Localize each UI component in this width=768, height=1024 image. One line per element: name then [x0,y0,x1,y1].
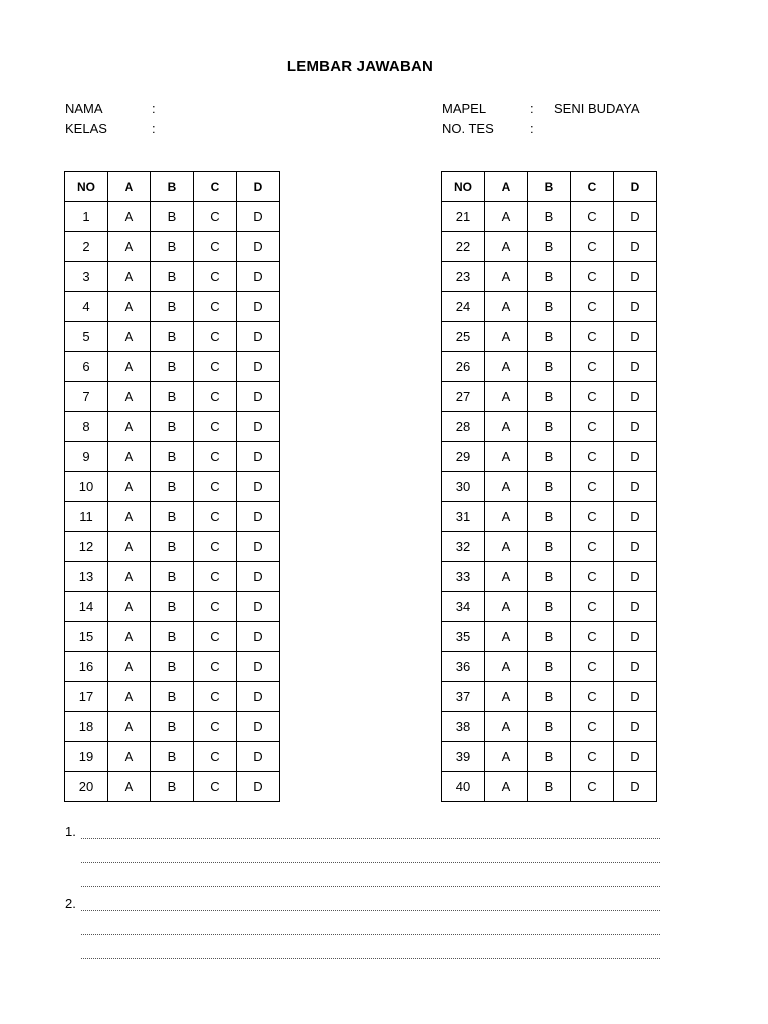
option-a-cell[interactable]: A [485,562,528,592]
answer-row [442,442,657,472]
option-c-cell[interactable]: C [571,442,614,472]
answer-row [442,562,657,592]
answer-row [65,712,280,742]
dotted-answer-line [81,934,660,935]
option-b-cell[interactable]: B [528,772,571,802]
option-d-cell[interactable]: D [614,322,657,352]
question-number: 5 [65,322,108,352]
option-d-cell[interactable]: D [614,202,657,232]
option-a-cell[interactable]: A [485,412,528,442]
essay-number: 2. [65,896,76,911]
option-d-cell[interactable]: D [614,412,657,442]
question-number: 25 [442,322,485,352]
option-b-cell[interactable]: B [151,652,194,682]
option-d-cell[interactable]: D [237,502,280,532]
answer-row [442,202,657,232]
essay-number: 1. [65,824,76,839]
option-b-cell[interactable]: B [528,382,571,412]
answer-row [442,712,657,742]
option-b-cell[interactable]: B [151,442,194,472]
answer-row [65,412,280,442]
option-c-cell[interactable]: C [194,592,237,622]
essay-section [65,824,660,968]
option-a-cell[interactable]: A [485,442,528,472]
option-d-cell[interactable]: D [237,742,280,772]
option-b-cell[interactable]: B [528,712,571,742]
answer-row [442,742,657,772]
option-c-cell[interactable]: C [571,322,614,352]
option-d-cell[interactable]: D [237,712,280,742]
option-a-cell[interactable]: A [485,232,528,262]
answer-row [65,202,280,232]
option-d-cell[interactable]: D [614,262,657,292]
option-a-cell[interactable]: A [108,772,151,802]
answer-row [65,322,280,352]
option-b-cell[interactable]: B [528,622,571,652]
answer-row [65,562,280,592]
answer-row [65,352,280,382]
header-a: A [485,172,528,202]
option-a-cell[interactable]: A [485,472,528,502]
option-d-cell[interactable]: D [614,532,657,562]
nama-label: NAMA [65,101,103,116]
option-b-cell[interactable]: B [151,712,194,742]
answer-row [65,742,280,772]
option-b-cell[interactable]: B [151,592,194,622]
option-c-cell[interactable]: C [194,382,237,412]
option-a-cell[interactable]: A [485,382,528,412]
question-number: 8 [65,412,108,442]
question-number: 7 [65,382,108,412]
question-number: 24 [442,292,485,322]
option-a-cell[interactable]: A [108,742,151,772]
answer-grid-right [441,171,657,802]
question-number: 13 [65,562,108,592]
question-number: 23 [442,262,485,292]
option-d-cell[interactable]: D [614,592,657,622]
option-c-cell[interactable]: C [571,472,614,502]
option-c-cell[interactable]: C [194,322,237,352]
answer-row [442,412,657,442]
answer-row [65,502,280,532]
header-no: NO [442,172,485,202]
option-a-cell[interactable]: A [108,202,151,232]
question-number: 3 [65,262,108,292]
option-c-cell[interactable]: C [571,772,614,802]
question-number: 9 [65,442,108,472]
option-a-cell[interactable]: A [108,382,151,412]
page-title: LEMBAR JAWABAN [286,58,434,75]
question-number: 22 [442,232,485,262]
question-number: 12 [65,532,108,562]
option-b-cell[interactable]: B [151,322,194,352]
option-c-cell[interactable]: C [194,622,237,652]
option-c-cell[interactable]: C [194,442,237,472]
option-d-cell[interactable]: D [237,562,280,592]
option-d-cell[interactable]: D [237,232,280,262]
option-b-cell[interactable]: B [528,292,571,322]
answer-row [65,232,280,262]
option-c-cell[interactable]: C [194,232,237,262]
option-a-cell[interactable]: A [485,262,528,292]
option-a-cell[interactable]: A [485,502,528,532]
option-d-cell[interactable]: D [237,202,280,232]
option-c-cell[interactable]: C [194,532,237,562]
question-number: 33 [442,562,485,592]
option-c-cell[interactable]: C [571,652,614,682]
kelas-label: KELAS [65,121,107,136]
dotted-answer-line [81,886,660,887]
option-c-cell[interactable]: C [571,532,614,562]
option-b-cell[interactable]: B [151,352,194,382]
option-a-cell[interactable]: A [108,562,151,592]
question-number: 14 [65,592,108,622]
option-a-cell[interactable]: A [108,412,151,442]
mapel-colon: : [530,101,534,116]
option-d-cell[interactable]: D [237,592,280,622]
option-d-cell[interactable]: D [614,472,657,502]
option-b-cell[interactable]: B [151,292,194,322]
answer-grid-header [65,172,280,202]
question-number: 6 [65,352,108,382]
essay-line[interactable] [65,920,660,944]
header-no: NO [65,172,108,202]
option-c-cell[interactable]: C [194,652,237,682]
nama-colon: : [152,101,156,116]
option-c-cell[interactable]: C [571,742,614,772]
option-c-cell[interactable]: C [194,502,237,532]
option-d-cell[interactable]: D [614,712,657,742]
dotted-answer-line [81,838,660,839]
no-tes-colon: : [530,121,534,136]
option-d-cell[interactable]: D [614,652,657,682]
option-c-cell[interactable]: C [571,682,614,712]
option-a-cell[interactable]: A [108,442,151,472]
option-d-cell[interactable]: D [614,772,657,802]
option-a-cell[interactable]: A [108,682,151,712]
answer-row [65,382,280,412]
question-number: 18 [65,712,108,742]
answer-row [65,622,280,652]
answer-row [442,502,657,532]
option-a-cell[interactable]: A [485,712,528,742]
option-d-cell[interactable]: D [237,382,280,412]
answer-grid-left [64,171,280,802]
essay-line[interactable] [65,824,660,848]
option-d-cell[interactable]: D [614,502,657,532]
option-b-cell[interactable]: B [151,622,194,652]
option-a-cell[interactable]: A [485,742,528,772]
option-b-cell[interactable]: B [151,412,194,442]
option-c-cell[interactable]: C [571,562,614,592]
header-c: C [194,172,237,202]
option-a-cell[interactable]: A [485,592,528,622]
question-number: 19 [65,742,108,772]
answer-row [65,262,280,292]
option-a-cell[interactable]: A [485,682,528,712]
option-d-cell[interactable]: D [614,442,657,472]
question-number: 36 [442,652,485,682]
option-a-cell[interactable]: A [108,652,151,682]
question-number: 34 [442,592,485,622]
essay-line[interactable] [65,872,660,896]
option-b-cell[interactable]: B [528,562,571,592]
option-c-cell[interactable]: C [194,352,237,382]
option-a-cell[interactable]: A [485,292,528,322]
option-a-cell[interactable]: A [108,352,151,382]
answer-row [442,592,657,622]
question-number: 27 [442,382,485,412]
essay-line[interactable] [65,848,660,872]
option-a-cell[interactable]: A [485,532,528,562]
question-number: 17 [65,682,108,712]
answer-row [65,532,280,562]
option-c-cell[interactable]: C [194,292,237,322]
option-a-cell[interactable]: A [108,502,151,532]
answer-rows [442,202,657,802]
option-b-cell[interactable]: B [528,472,571,502]
answer-row [65,682,280,712]
option-d-cell[interactable]: D [237,352,280,382]
option-b-cell[interactable]: B [528,202,571,232]
option-c-cell[interactable]: C [194,472,237,502]
option-d-cell[interactable]: D [614,742,657,772]
option-c-cell[interactable]: C [194,202,237,232]
answer-row [442,772,657,802]
option-a-cell[interactable]: A [108,232,151,262]
option-c-cell[interactable]: C [571,202,614,232]
option-d-cell[interactable]: D [614,232,657,262]
option-d-cell[interactable]: D [237,772,280,802]
dotted-answer-line [81,910,660,911]
option-b-cell[interactable]: B [151,382,194,412]
option-a-cell[interactable]: A [108,322,151,352]
option-a-cell[interactable]: A [485,322,528,352]
option-d-cell[interactable]: D [237,412,280,442]
essay-line[interactable] [65,896,660,920]
question-number: 10 [65,472,108,502]
option-c-cell[interactable]: C [194,262,237,292]
option-a-cell[interactable]: A [108,472,151,502]
question-number: 30 [442,472,485,502]
answer-row [442,232,657,262]
option-b-cell[interactable]: B [151,562,194,592]
option-b-cell[interactable]: B [151,232,194,262]
question-number: 40 [442,772,485,802]
option-c-cell[interactable]: C [194,712,237,742]
question-number: 39 [442,742,485,772]
option-a-cell[interactable]: A [108,592,151,622]
option-c-cell[interactable]: C [571,622,614,652]
kelas-colon: : [152,121,156,136]
option-a-cell[interactable]: A [485,772,528,802]
option-c-cell[interactable]: C [571,412,614,442]
option-b-cell[interactable]: B [528,232,571,262]
option-b-cell[interactable]: B [528,532,571,562]
option-a-cell[interactable]: A [108,532,151,562]
essay-line[interactable] [65,944,660,968]
option-c-cell[interactable]: C [571,262,614,292]
dotted-answer-line [81,958,660,959]
option-d-cell[interactable]: D [237,322,280,352]
option-a-cell[interactable]: A [108,622,151,652]
option-b-cell[interactable]: B [151,472,194,502]
mapel-value: SENI BUDAYA [554,101,640,116]
question-number: 16 [65,652,108,682]
option-a-cell[interactable]: A [485,652,528,682]
question-number: 31 [442,502,485,532]
option-b-cell[interactable]: B [528,502,571,532]
question-number: 29 [442,442,485,472]
option-c-cell[interactable]: C [571,232,614,262]
answer-row [65,292,280,322]
question-number: 35 [442,622,485,652]
header-b: B [528,172,571,202]
option-d-cell[interactable]: D [237,472,280,502]
option-d-cell[interactable]: D [614,622,657,652]
option-b-cell[interactable]: B [151,682,194,712]
option-a-cell[interactable]: A [108,262,151,292]
option-c-cell[interactable]: C [194,412,237,442]
answer-row [442,532,657,562]
option-d-cell[interactable]: D [237,532,280,562]
option-a-cell[interactable]: A [485,352,528,382]
header-d: D [614,172,657,202]
answer-row [442,382,657,412]
option-b-cell[interactable]: B [151,262,194,292]
option-d-cell[interactable]: D [237,652,280,682]
option-d-cell[interactable]: D [614,292,657,322]
option-b-cell[interactable]: B [528,442,571,472]
answer-row [442,682,657,712]
question-number: 2 [65,232,108,262]
answer-row [65,472,280,502]
option-c-cell[interactable]: C [571,502,614,532]
answer-rows [65,202,280,802]
question-number: 37 [442,682,485,712]
option-b-cell[interactable]: B [151,202,194,232]
answer-row [442,262,657,292]
option-a-cell[interactable]: A [485,202,528,232]
option-b-cell[interactable]: B [528,742,571,772]
option-b-cell[interactable]: B [528,352,571,382]
option-d-cell[interactable]: D [237,682,280,712]
answer-row [442,472,657,502]
option-c-cell[interactable]: C [571,712,614,742]
option-d-cell[interactable]: D [237,622,280,652]
answer-row [442,322,657,352]
question-number: 28 [442,412,485,442]
question-number: 20 [65,772,108,802]
header-d: D [237,172,280,202]
option-a-cell[interactable]: A [108,292,151,322]
option-b-cell[interactable]: B [528,652,571,682]
answer-row [65,652,280,682]
option-a-cell[interactable]: A [485,622,528,652]
option-c-cell[interactable]: C [194,742,237,772]
question-number: 21 [442,202,485,232]
option-b-cell[interactable]: B [528,322,571,352]
option-d-cell[interactable]: D [614,562,657,592]
option-d-cell[interactable]: D [614,352,657,382]
header-a: A [108,172,151,202]
answer-row [442,622,657,652]
option-d-cell[interactable]: D [614,382,657,412]
question-number: 1 [65,202,108,232]
answer-row [442,352,657,382]
answer-row [65,772,280,802]
option-b-cell[interactable]: B [151,502,194,532]
option-c-cell[interactable]: C [571,382,614,412]
question-number: 15 [65,622,108,652]
option-b-cell[interactable]: B [151,742,194,772]
answer-row [442,292,657,322]
answer-row [65,442,280,472]
no-tes-label: NO. TES [442,121,494,136]
option-d-cell[interactable]: D [614,682,657,712]
option-d-cell[interactable]: D [237,262,280,292]
question-number: 26 [442,352,485,382]
mapel-label: MAPEL [442,101,487,116]
option-b-cell[interactable]: B [528,262,571,292]
option-b-cell[interactable]: B [528,592,571,622]
option-c-cell[interactable]: C [571,292,614,322]
question-number: 11 [65,502,108,532]
option-c-cell[interactable]: C [194,562,237,592]
answer-row [65,592,280,622]
option-b-cell[interactable]: B [528,682,571,712]
option-b-cell[interactable]: B [151,772,194,802]
option-a-cell[interactable]: A [108,712,151,742]
option-c-cell[interactable]: C [571,352,614,382]
question-number: 38 [442,712,485,742]
option-b-cell[interactable]: B [151,532,194,562]
option-d-cell[interactable]: D [237,442,280,472]
option-c-cell[interactable]: C [194,772,237,802]
header-b: B [151,172,194,202]
dotted-answer-line [81,862,660,863]
question-number: 32 [442,532,485,562]
answer-row [442,652,657,682]
answer-grid-header [442,172,657,202]
option-b-cell[interactable]: B [528,412,571,442]
option-c-cell[interactable]: C [194,682,237,712]
option-c-cell[interactable]: C [571,592,614,622]
option-d-cell[interactable]: D [237,292,280,322]
header-c: C [571,172,614,202]
question-number: 4 [65,292,108,322]
